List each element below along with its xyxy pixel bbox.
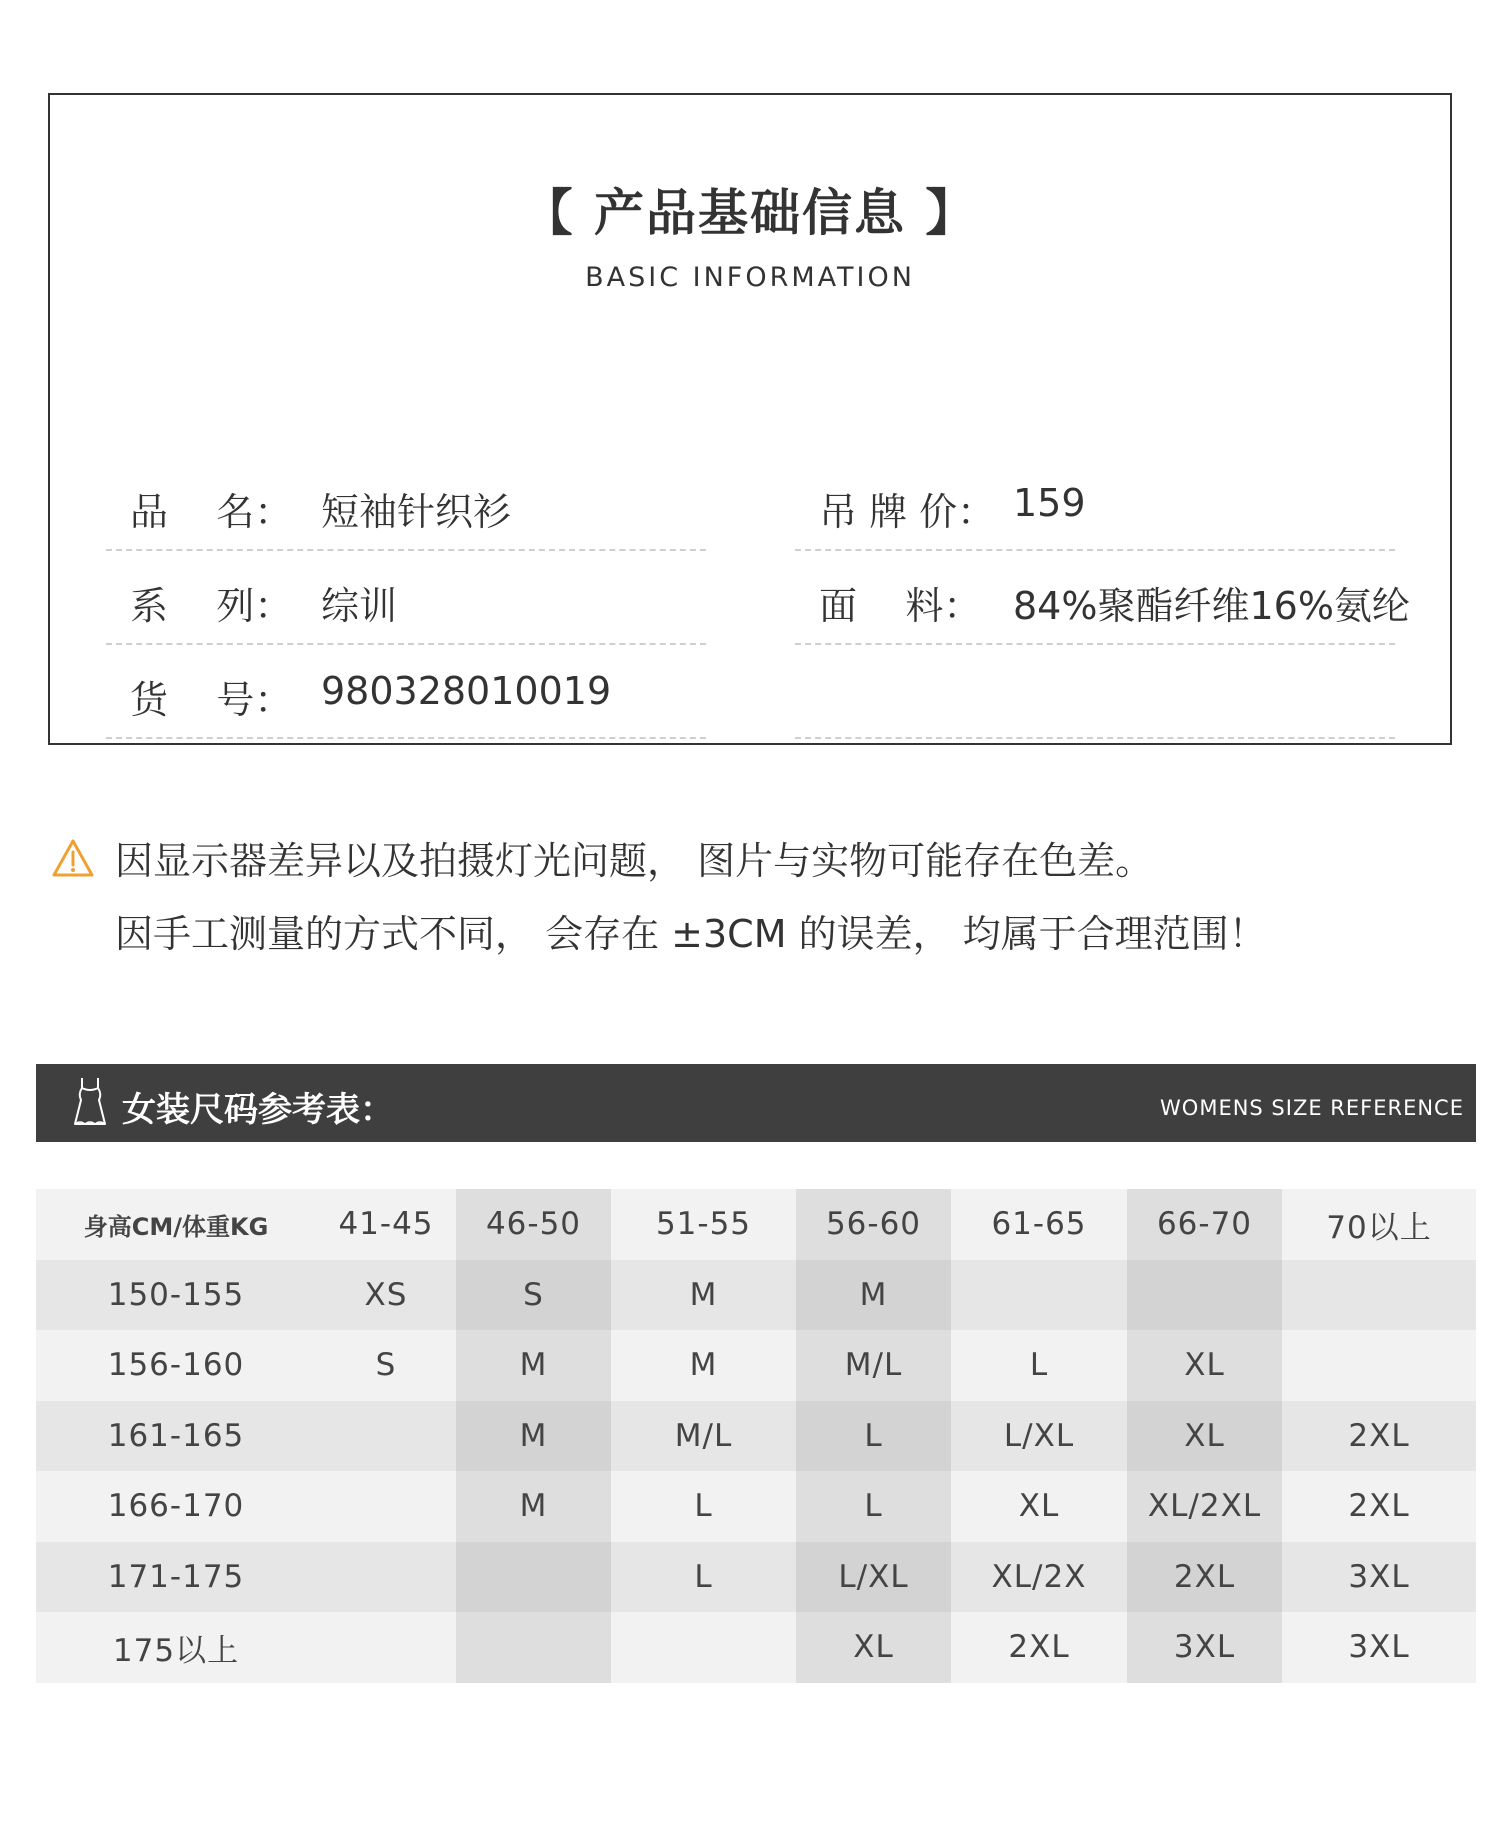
size-cell	[1282, 1260, 1476, 1331]
size-cell: L	[611, 1542, 796, 1613]
info-row-series	[106, 553, 706, 645]
size-cell: L	[611, 1471, 796, 1542]
height-cell: 161-165	[36, 1401, 316, 1472]
height-cell: 171-175	[36, 1542, 316, 1613]
size-cell: S	[456, 1260, 611, 1331]
size-cell: L	[796, 1401, 951, 1472]
size-cell: 3XL	[1127, 1612, 1282, 1683]
info-row-empty	[795, 647, 1395, 739]
size-cell: XL	[1127, 1401, 1282, 1472]
size-cell	[1127, 1260, 1282, 1331]
info-value: 980328010019	[321, 669, 612, 713]
size-cell: M	[611, 1260, 796, 1331]
warning-triangle-icon	[52, 838, 94, 878]
size-cell	[316, 1471, 456, 1542]
info-label: 品 名：	[130, 490, 293, 534]
notice-line-1: 因显示器差异以及拍摄灯光问题， 图片与实物可能存在色差。	[115, 839, 1154, 883]
info-value: 短袖针织衫	[321, 490, 512, 534]
table-row	[36, 1471, 1476, 1542]
size-cell	[316, 1542, 456, 1613]
size-cell: 2XL	[1127, 1542, 1282, 1613]
size-cell	[456, 1612, 611, 1683]
size-chart-subtitle: WOMENS SIZE REFERENCE	[1160, 1096, 1464, 1120]
size-cell: XL/2XL	[1127, 1471, 1282, 1542]
weight-column-header: 66-70	[1127, 1189, 1282, 1260]
height-cell: 156-160	[36, 1330, 316, 1401]
size-cell: 3XL	[1282, 1542, 1476, 1613]
table-row	[36, 1401, 1476, 1472]
size-cell: M	[796, 1260, 951, 1331]
notice-line-2: 因手工测量的方式不同， 会存在 ±3CM 的误差， 均属于合理范围！	[115, 912, 1267, 956]
info-label: 系 列：	[130, 584, 293, 628]
size-cell: XS	[316, 1260, 456, 1331]
basic-info-panel	[48, 93, 1452, 745]
weight-column-header: 70以上	[1282, 1189, 1476, 1260]
size-cell: 2XL	[1282, 1471, 1476, 1542]
info-value: 84%聚酯纤维16%氨纶	[1013, 584, 1410, 628]
size-cell	[456, 1542, 611, 1613]
basic-info-subtitle: BASIC INFORMATION	[585, 262, 915, 293]
table-row	[36, 1542, 1476, 1613]
size-cell: 2XL	[951, 1612, 1127, 1683]
size-cell: M/L	[796, 1330, 951, 1401]
size-cell: M	[456, 1471, 611, 1542]
size-cell: L	[951, 1330, 1127, 1401]
dress-icon	[72, 1076, 108, 1128]
size-cell	[316, 1612, 456, 1683]
size-cell: XL	[1127, 1330, 1282, 1401]
table-row	[36, 1260, 1476, 1331]
info-value: 综训	[321, 584, 398, 628]
info-row-product-name	[106, 459, 706, 551]
size-cell	[951, 1260, 1127, 1331]
size-cell	[316, 1401, 456, 1472]
size-cell: M	[456, 1330, 611, 1401]
info-row-fabric	[795, 553, 1410, 645]
size-cell: M	[456, 1401, 611, 1472]
size-cell	[611, 1612, 796, 1683]
size-cell: L/XL	[951, 1401, 1127, 1472]
size-cell: XL	[796, 1612, 951, 1683]
size-cell: M/L	[611, 1401, 796, 1472]
size-reference-table	[36, 1189, 1476, 1683]
table-header-row	[36, 1189, 1476, 1260]
size-cell: XL/2X	[951, 1542, 1127, 1613]
info-row-item-number	[106, 647, 706, 739]
size-cell: M	[611, 1330, 796, 1401]
height-cell: 150-155	[36, 1260, 316, 1331]
size-cell: L	[796, 1471, 951, 1542]
size-cell: L/XL	[796, 1542, 951, 1613]
info-label: 货 号：	[130, 678, 293, 722]
weight-column-header: 56-60	[796, 1189, 951, 1260]
height-cell: 175以上	[36, 1612, 316, 1683]
info-label: 面 料：	[819, 584, 982, 628]
info-row-tag-price	[795, 459, 1395, 551]
info-value: 159	[1013, 481, 1086, 525]
size-cell: S	[316, 1330, 456, 1401]
table-row	[36, 1612, 1476, 1683]
weight-column-header: 51-55	[611, 1189, 796, 1260]
info-label: 吊 牌 价：	[819, 490, 996, 534]
table-corner-label: 身高CM/体重KG	[36, 1189, 316, 1260]
size-cell	[1282, 1330, 1476, 1401]
size-cell: 3XL	[1282, 1612, 1476, 1683]
weight-column-header: 61-65	[951, 1189, 1127, 1260]
size-cell: XL	[951, 1471, 1127, 1542]
weight-column-header: 41-45	[316, 1189, 456, 1260]
table-row	[36, 1330, 1476, 1401]
size-cell: 2XL	[1282, 1401, 1476, 1472]
height-cell: 166-170	[36, 1471, 316, 1542]
weight-column-header: 46-50	[456, 1189, 611, 1260]
size-chart-header	[36, 1064, 1476, 1142]
size-chart-title: 女装尺码参考表：	[122, 1090, 394, 1130]
basic-info-title: 【 产品基础信息 】	[522, 184, 978, 242]
